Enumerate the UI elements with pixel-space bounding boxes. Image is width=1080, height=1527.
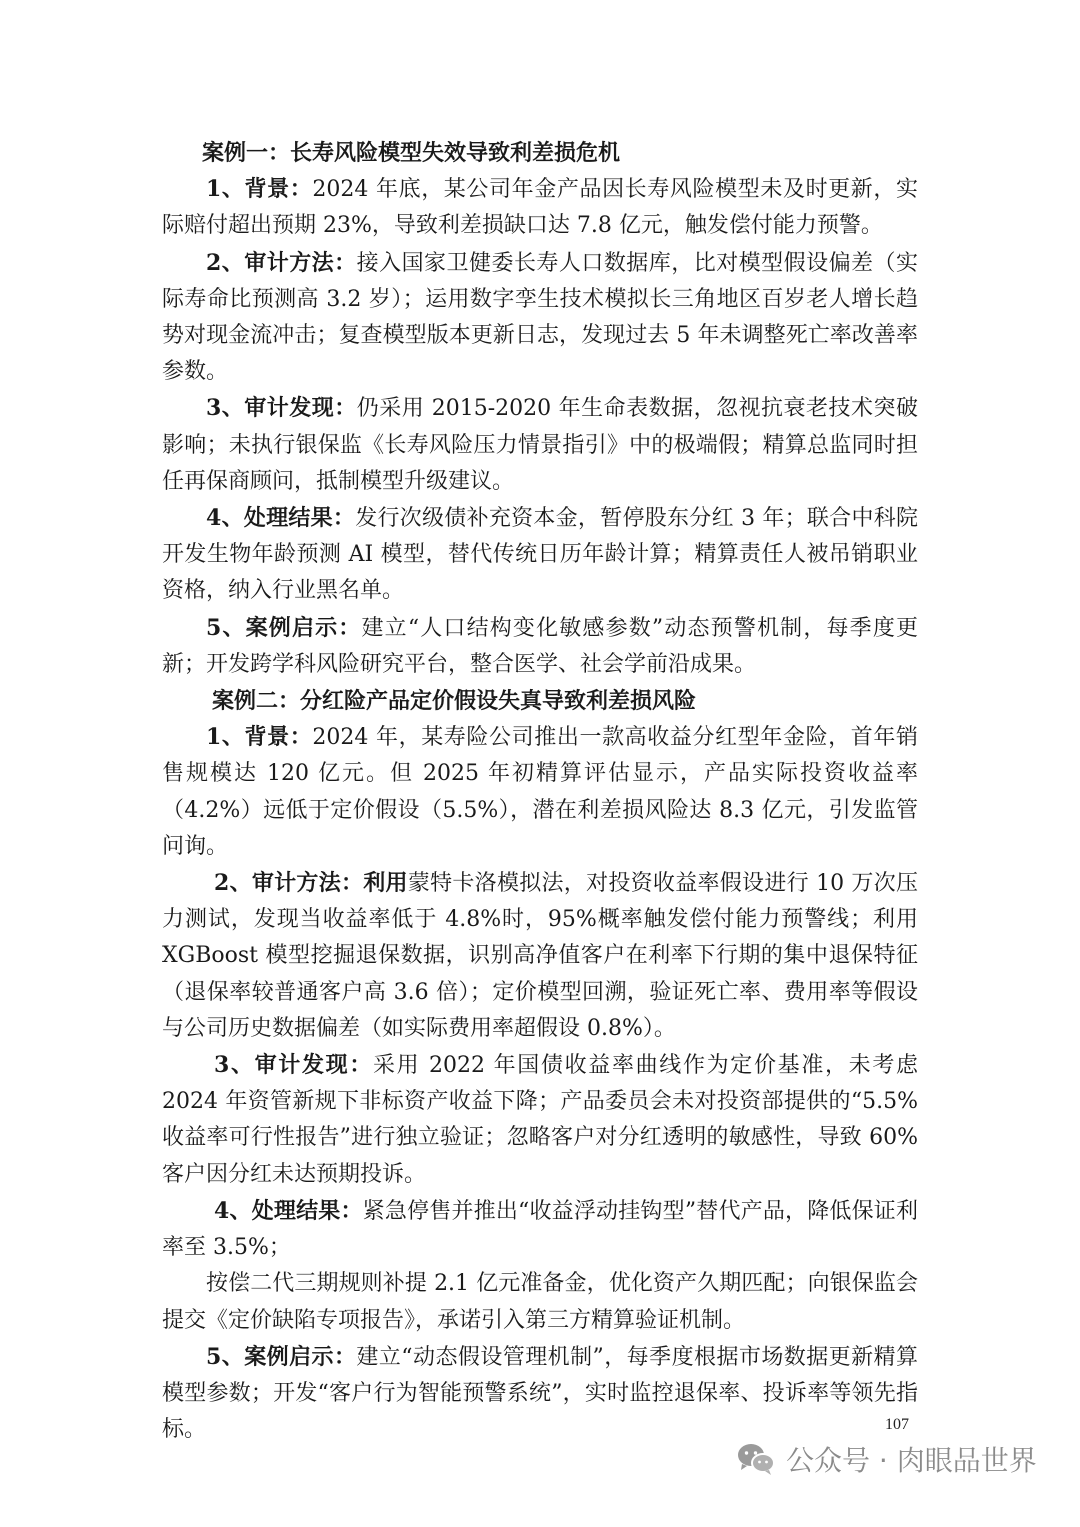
case1-item-4-text: 发行次级债补充资本金，暂停股东分红 3 年；联合中科院开发生物年龄预测 AI 模型，替代传统日历年龄计算；精算责任人被吊销职业资格，纳入行业黑名单。 [162,506,918,604]
case2-item-1-text: 2024 年，某寿险公司推出一款高收益分红型年金险，首年销售规模达 120 亿元。但 2025 年初精算评估显示，产品实际投资收益率（4.2%）远低于定价假设（5.5%），潜在利差损风险达 8.3 亿元，引发监管问询。 [162,725,919,859]
case1-item-5-label: 5、案例启示： [206,614,362,641]
case2-item-4 [162,1193,918,1266]
case1-item-3-text: 仍采用 2015-2020 年生命表数据，忽视抗衰老技术突破影响；未执行银保监《长寿风险压力情景指引》中的极端假；精算总监同时担任再保商顾问，抵制模型升级建议。 [162,396,919,494]
case1-item-2 [162,245,918,391]
case1-item-1 [162,171,918,244]
case1-item-2-label: 2、审计方法： [206,249,357,276]
case2-item-3-label: 3、审计发现： [214,1052,373,1079]
case1-item-5-text: 建立“人口结构变化敏感参数”动态预警机制，每季度更新；开发跨学科风险研究平台，整合医学、社会学前沿成果。 [162,615,918,677]
case2-item-4-label: 4、处理结果： [214,1197,363,1224]
case2-item-4-text: 紧急停售并推出“收益浮动挂钩型”替代产品，降低保证利率至 3.5%； [162,1198,919,1261]
case2-item-3 [162,1047,918,1193]
case1-item-4 [162,500,918,610]
case1-item-5 [162,610,918,683]
case1-item-4-label: 4、处理结果： [206,505,356,532]
watermark-text: 公众号 · 肉眼品世界 [786,1444,1037,1477]
case2-item-1-label: 1、背景： [206,724,313,751]
case2-title: 案例二：分红险产品定价假设失真导致利差损风险 [212,688,697,715]
case1-item-1-text: 2024 年底，某公司年金产品因长寿风险模型未及时更新，实际赔付超出预期 23%，导致利差损缺口达 7.8 亿元，触发偿付能力预警。 [162,177,919,239]
case1-title: 案例一：长寿风险模型失效导致利差损危机 [202,140,621,166]
case1-item-2-text: 接入国家卫健委长寿人口数据库，比对模型假设偏差（实际寿命比预测高 3.2 岁）；运用数字孪生技术模拟长三角地区百岁老人增长趋势对现金流冲击；复查模型版本更新日志，发现过去 5 年未调整死亡率改善率参数。 [162,250,918,385]
case1-item-3 [162,390,918,500]
case2-item-3-text: 采用 2022 年国债收益率曲线作为定价基准，未考虑 2024 年资管新规下非标资产收益下降；产品委员会未对投资部提供的“5.5%收益率可行性报告”进行独立验证；忽略客户对分红透明的敏感性，导致 60%客户因分红未达预期投诉。 [162,1053,918,1187]
case2-item-5 [162,1339,918,1449]
case2-item-4-continued-text: 按偿二代三期规则补提 2.1 亿元准备金，优化资产久期匹配；向银保监会提交《定价缺陷专项报告》，承诺引入第三方精算验证机制。 [162,1271,918,1333]
case2-item-5-text: 建立“动态假设管理机制”，每季度根据市场数据更新精算模型参数；开发“客户行为智能预警系统”，实时监控退保率、投诉率等领先指标。 [162,1344,919,1443]
case2-item-2-text: 蒙特卡洛模拟法，对投资收益率假设进行 10 万次压力测试，发现当收益率低于 4.8%时，95%概率触发偿付能力预警线；利用 XGBoost 模型挖掘退保数据，识别高净值客户在利率下行期的集中退保特征（退保率较普通客户高 3.6 倍）；定价模型回溯，验证死亡率、费用率等假设与公司历史数据偏差（如实际费用率超假设 0.8%）。 [162,871,918,1041]
case2-item-4-continued [162,1266,918,1338]
document-body [162,135,918,1448]
case1-item-3-label: 3、审计发现： [206,395,357,422]
case2-item-2 [162,865,918,1047]
case1-item-1-label: 1、背景： [206,176,313,203]
case2-item-5-label: 5、案例启示： [206,1343,357,1370]
case2-item-2-label: 2、审计方法： [214,870,364,897]
case2-item-1 [162,719,918,865]
case2-item-2-label2: 利用 [363,870,408,897]
wechat-icon [736,1442,776,1476]
watermark [736,1437,1037,1481]
page-number: 107 [885,1416,909,1433]
